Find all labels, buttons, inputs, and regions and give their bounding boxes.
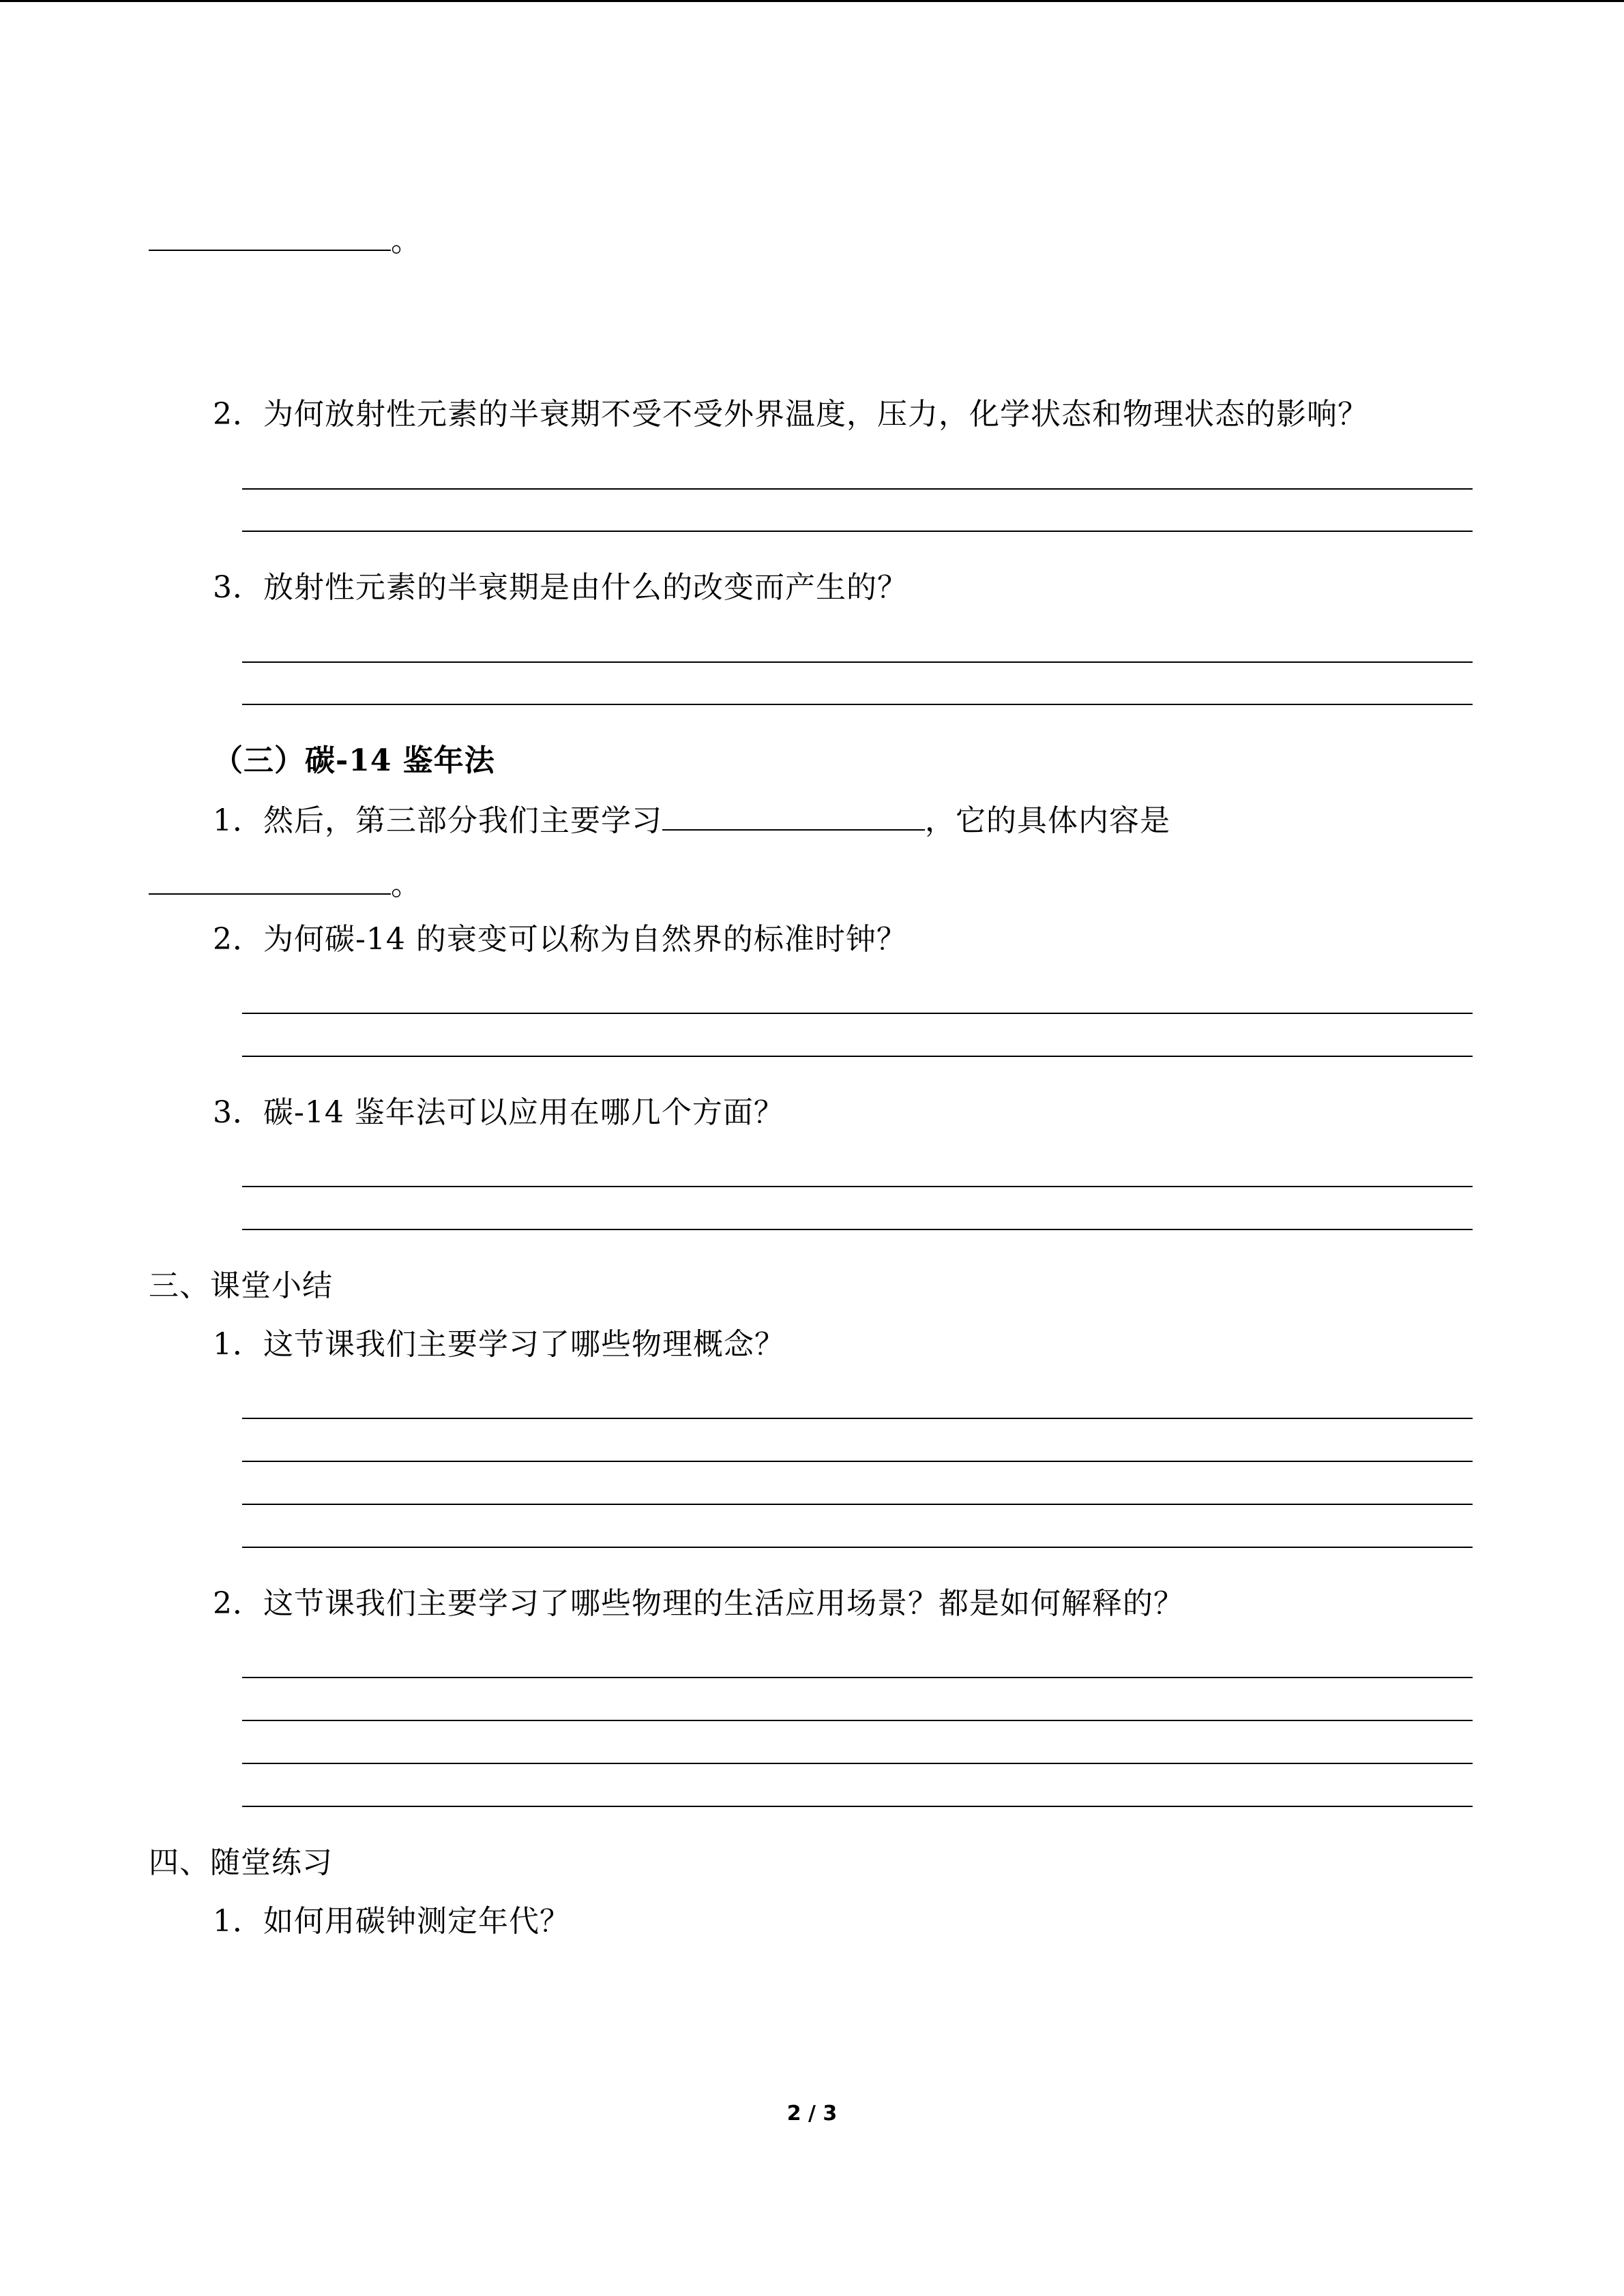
answer-line[interactable] [242,531,1473,532]
page-top-border [0,0,1624,2]
answer-line[interactable] [242,1013,1473,1014]
question-1-text-start: 1．然后，第三部分我们主要学习 [213,803,662,838]
answer-line[interactable] [242,1186,1473,1187]
summary-question-1: 1．这节课我们主要学习了哪些物理概念？ [213,1327,785,1362]
continued-blank-line [149,220,422,262]
blank-terminator: 。 [391,867,422,902]
section-three-question-1-continuation [149,863,422,906]
summary-question-2: 2．这节课我们主要学习了哪些物理的生活应用场景？都是如何解释的？ [213,1586,1184,1621]
section-three-question-3: 3．碳-14 鉴年法可以应用在哪几个方面？ [213,1095,784,1130]
question-1-text-mid: ，它的具体内容是 [925,803,1170,838]
section-three-question-1 [213,799,1170,841]
answer-line[interactable] [242,1461,1473,1462]
question-3-half-life-origin: 3．放射性元素的半衰期是由什么的改变而产生的？ [213,570,908,605]
answer-line[interactable] [242,1547,1473,1548]
section-heading-carbon-14: （三）碳-14 鉴年法 [213,743,495,778]
answer-line[interactable] [242,1229,1473,1230]
answer-line[interactable] [242,661,1473,663]
answer-line[interactable] [242,1056,1473,1057]
practice-question-1: 1．如何用碳钟测定年代？ [213,1904,570,1939]
answer-line[interactable] [242,1504,1473,1505]
answer-line[interactable] [242,1806,1473,1807]
answer-line[interactable] [242,1418,1473,1419]
section-heading-practice: 四、随堂练习 [149,1845,333,1880]
fill-blank[interactable] [662,799,925,831]
fill-blank[interactable] [149,863,391,895]
blank-terminator: 。 [391,224,422,258]
section-three-question-2: 2．为何碳-14 的衰变可以称为自然界的标准时钟？ [213,922,907,957]
answer-line[interactable] [242,1720,1473,1721]
section-heading-summary: 三、课堂小结 [149,1268,333,1303]
answer-line[interactable] [242,1763,1473,1764]
question-2-half-life-environment: 2．为何放射性元素的半衰期不受不受外界温度，压力，化学状态和物理状态的影响？ [213,397,1368,432]
answer-line[interactable] [242,488,1473,490]
page-number: 2 / 3 [786,2102,838,2126]
answer-line[interactable] [242,1677,1473,1678]
answer-line[interactable] [242,704,1473,705]
fill-blank[interactable] [149,220,391,251]
